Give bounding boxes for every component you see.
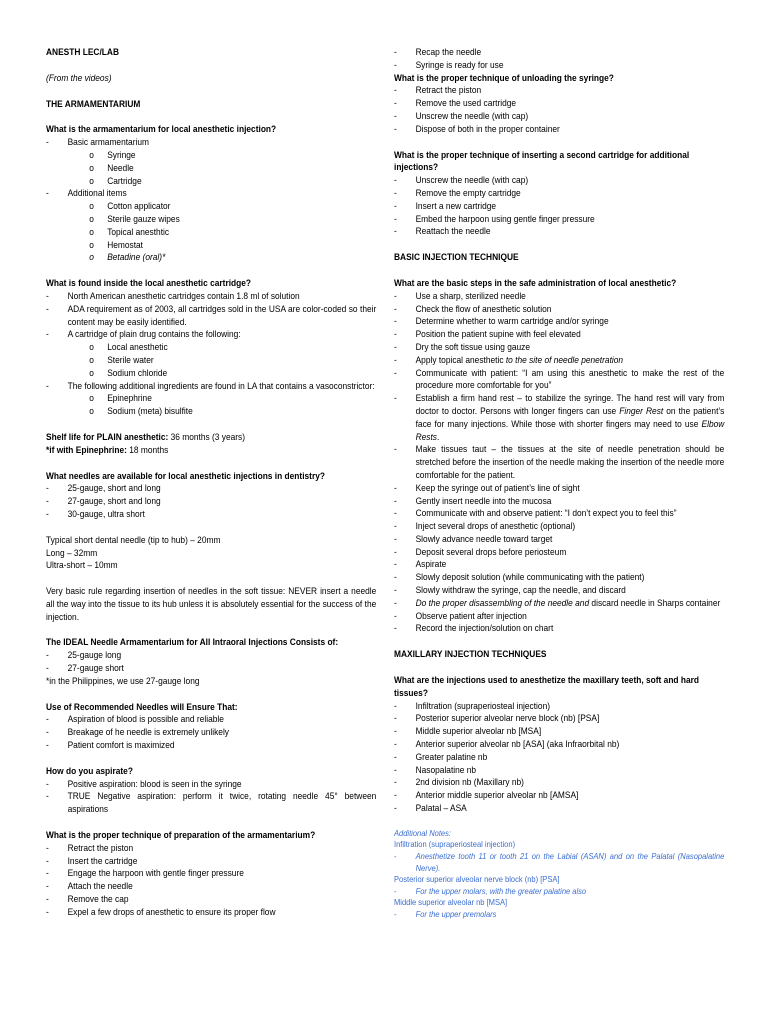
list-item: - Record the injection/solution on chart: [394, 622, 724, 635]
list-item: - For the upper premolars: [394, 909, 724, 921]
list-item: - Embed the harpoon using gentle finger pressure: [394, 213, 724, 226]
needle-length-ultra-short: Ultra-short – 10mm: [46, 560, 118, 571]
list-item: o Topical anesthtic: [89, 226, 376, 239]
list-item: - Slowly advance needle toward target: [394, 533, 724, 546]
list-item: - Make tissues taut – the tissues at the site of needle penetration should be stretched before the insertion of the needle making the insertion of the needle more comfortable for the patient.: [394, 443, 724, 481]
list-item: o Epinephrine: [89, 392, 376, 405]
notes-msa-list: [394, 909, 724, 921]
list-item: - Insert the cartridge: [46, 855, 376, 868]
cartridge-list: [46, 290, 376, 418]
document-subtitle: (From the videos): [46, 72, 112, 83]
notes-psa-heading: Posterior superior alveolar nerve block (nb) [PSA]: [394, 874, 560, 885]
list-item: - Do the proper disassembling of the needle and discard needle in Sharps container: [394, 597, 724, 610]
list-item: o Needle: [89, 162, 376, 175]
notes-infiltration-heading: Infiltration (supraperiosteal injection): [394, 839, 516, 850]
list-item: - For the upper molars, with the greater palatine also: [394, 886, 724, 898]
list-item: - Observe patient after injection: [394, 610, 724, 623]
question-preparation: What is the proper technique of preparation of the armamentarium?: [46, 830, 316, 841]
list-item: - Middle superior alveolar nb [MSA]: [394, 725, 724, 738]
list-item: - Syringe is ready for use: [394, 59, 724, 72]
unloading-list: [394, 84, 724, 135]
list-item: - Inject several drops of anesthetic (optional): [394, 520, 724, 533]
list-item: - Expel a few drops of anesthetic to ensure its proper flow: [46, 906, 376, 919]
list-item: - Basic armamentarium o Syringe o Needle o Cartridge: [46, 136, 376, 187]
list-item: - Breakage of he needle is extremely unlikely: [46, 726, 376, 739]
list-item: - Establish a firm hand rest – to stabilize the syringe. The hand rest will vary from doctor to doctor. Persons with longer fingers can use Finger Rest on the patient’s face for many injections. While those with shorter fingers may need to use Elbow Rests.: [394, 392, 724, 443]
needle-length-short: Typical short dental needle (tip to hub) – 20mm: [46, 534, 221, 545]
basic-rule-paragraph: Very basic rule regarding insertion of needles in the soft tissue: NEVER insert a needle all the way into the tissue to its hub unless it is absolutely essential for the success of the injection.: [46, 586, 377, 622]
needle-length-long: Long – 32mm: [46, 547, 98, 558]
document-title: ANESTH LEC/LAB: [46, 47, 119, 57]
notes-psa-list: [394, 886, 724, 898]
list-item: o Cartridge: [89, 175, 376, 188]
list-item: - Position the patient supine with feel elevated: [394, 328, 724, 341]
list-item: - A cartridge of plain drug contains the following: o Local anesthetic o Sterile water o Sodium chloride: [46, 328, 376, 379]
list-item: - Anterior superior alveolar nb [ASA] (aka Infraorbital nb): [394, 738, 724, 751]
list-item: - Dry the soft tissue using gauze: [394, 341, 724, 354]
notes-title: Additional Notes:: [394, 827, 451, 838]
right-column-content: [394, 46, 724, 921]
left-column-content: [46, 46, 376, 919]
list-item: o Syringe: [89, 149, 376, 162]
section-heading-armamentarium: THE ARMAMENTARIUM: [46, 98, 141, 109]
list-item: o Cotton applicator: [89, 200, 376, 213]
list-item: - Slowly deposit solution (while communicating with the patient): [394, 571, 724, 584]
basic-items-list: [68, 149, 377, 187]
needles-list: [46, 482, 376, 520]
list-item: o Sterile gauze wipes: [89, 213, 376, 226]
philippines-note: *in the Philippines, we use 27-gauge long: [46, 675, 200, 686]
list-item: - Nasopalatine nb: [394, 764, 724, 777]
question-cartridge: What is found inside the local anesthetic cartridge?: [46, 278, 252, 289]
list-item: - Remove the used cartridge: [394, 97, 724, 110]
list-item: - Use a sharp, sterilized needle: [394, 290, 724, 303]
list-item: - Aspiration of blood is possible and reliable: [46, 713, 376, 726]
list-item: - Communicate with patient: “I am using this anesthetic to make the rest of the procedure more comfortable for you”: [394, 367, 724, 393]
list-item: - Remove the cap: [46, 893, 376, 906]
list-item: - Keep the syringe out of patient’s line of sight: [394, 482, 724, 495]
armamentarium-list: [46, 136, 376, 264]
plain-drug-list: [68, 341, 377, 379]
list-item: - TRUE Negative aspiration: perform it twice, rotating needle 45° between aspirations: [46, 790, 376, 816]
list-item: - Dispose of both in the proper container: [394, 123, 724, 136]
list-item: - Attach the needle: [46, 880, 376, 893]
list-item: o Local anesthetic: [89, 341, 376, 354]
additional-items-list: [68, 200, 377, 264]
list-item: - Slowly withdraw the syringe, cap the needle, and discard: [394, 584, 724, 597]
list-item: - Insert a new cartridge: [394, 200, 724, 213]
list-item: - Communicate with and observe patient: “I don’t expect you to feel this”: [394, 507, 724, 520]
shelf-life-epinephrine: *if with Epinephrine: 18 months: [46, 444, 169, 455]
question-needles: What needles are available for local anesthetic injections in dentistry?: [46, 470, 325, 481]
ideal-needles-list: [46, 649, 376, 675]
list-item: - The following additional ingredients are found in LA that contains a vasoconstrictor: o Epinephrine o Sodium (meta) bisulfite: [46, 380, 376, 418]
question-maxillary-injections: What are the injections used to anesthetize the maxillary teeth, soft and hard tissues?: [394, 675, 700, 698]
list-item: - Infiltration (supraperiosteal injection): [394, 700, 724, 713]
shelf-life-plain: Shelf life for PLAIN anesthetic: 36 months (3 years): [46, 431, 246, 442]
list-item: - Recap the needle: [394, 46, 724, 59]
question-basic-steps: What are the basic steps in the safe administration of local anesthetic?: [394, 277, 677, 288]
list-item: - Additional items o Cotton applicator o Sterile gauze wipes o Topical anesthtic o Hemostat o Betadine (oral)*: [46, 187, 376, 264]
list-item: - Gently insert needle into the mucosa: [394, 495, 724, 508]
list-item: - Unscrew the needle (with cap): [394, 110, 724, 123]
list-item: - 25-gauge long: [46, 649, 376, 662]
vasoconstrictor-list: [68, 392, 377, 418]
list-item: - Posterior superior alveolar nerve block (nb) [PSA]: [394, 712, 724, 725]
list-item: - Engage the harpoon with gentle finger pressure: [46, 867, 376, 880]
list-item: - Retract the piston: [394, 84, 724, 97]
question-unloading: What is the proper technique of unloading the syringe?: [394, 72, 614, 83]
question-ideal-armamentarium: The IDEAL Needle Armamentarium for All Intraoral Injections Consists of:: [46, 637, 339, 648]
right-column: [394, 46, 724, 921]
question-recommended-needles: Use of Recommended Needles will Ensure That:: [46, 701, 238, 712]
question-aspirate: How do you aspirate?: [46, 765, 133, 776]
list-item: o Sodium chloride: [89, 367, 376, 380]
left-column: [46, 46, 376, 919]
list-item: - Deposit several drops before periosteum: [394, 546, 724, 559]
section-heading-maxillary: MAXILLARY INJECTION TECHNIQUES: [394, 649, 547, 660]
recommended-needles-list: [46, 713, 376, 751]
list-item: - Unscrew the needle (with cap): [394, 174, 724, 187]
list-item: - 2nd division nb (Maxillary nb): [394, 776, 724, 789]
list-item: - 27-gauge, short and long: [46, 495, 376, 508]
list-item: - Remove the empty cartridge: [394, 187, 724, 200]
notes-msa-heading: Middle superior alveolar nb [MSA]: [394, 897, 508, 908]
list-item: - Retract the piston: [46, 842, 376, 855]
list-item: o Hemostat: [89, 239, 376, 252]
list-item: - Reattach the needle: [394, 225, 724, 238]
additional-notes: [394, 828, 724, 921]
list-item: o Sodium (meta) bisulfite: [89, 405, 376, 418]
list-item: - Patient comfort is maximized: [46, 739, 376, 752]
preparation-list-continued: [394, 46, 724, 72]
list-item: o Sterile water: [89, 354, 376, 367]
list-item: - ADA requirement as of 2003, all cartridges sold in the USA are color-coded so their content may be easily identified.: [46, 303, 376, 329]
aspirate-list: [46, 778, 376, 816]
question-second-cartridge: What is the proper technique of inserting a second cartridge for additional injections?: [394, 149, 690, 173]
second-cartridge-list: [394, 174, 724, 238]
list-item: - Apply topical anesthetic to the site of needle penetration: [394, 354, 724, 367]
list-item: - Determine whether to warm cartridge and/or syringe: [394, 315, 724, 328]
list-item: - 27-gauge short: [46, 662, 376, 675]
basic-steps-list: [394, 290, 724, 636]
list-item: - Anterior middle superior alveolar nb [AMSA]: [394, 789, 724, 802]
list-item: - Anesthetize tooth 11 or tooth 21 on the Labial (ASAN) and on the Palatal (Nasopalatine Nerve).: [394, 851, 724, 874]
preparation-list: [46, 842, 376, 919]
list-item: - Aspirate: [394, 558, 724, 571]
question-armamentarium: What is the armamentarium for local anesthetic injection?: [46, 124, 277, 135]
list-item: - North American anesthetic cartridges contain 1.8 ml of solution: [46, 290, 376, 303]
list-item: - 30-gauge, ultra short: [46, 508, 376, 521]
list-item: - Greater palatine nb: [394, 751, 724, 764]
section-heading-basic-injection: BASIC INJECTION TECHNIQUE: [394, 252, 519, 263]
list-item: - Palatal – ASA: [394, 802, 724, 815]
list-item: - Check the flow of anesthetic solution: [394, 303, 724, 316]
list-item: o Betadine (oral)*: [89, 251, 376, 264]
list-item: - 25-gauge, short and long: [46, 482, 376, 495]
maxillary-injections-list: [394, 700, 724, 815]
list-item: - Positive aspiration: blood is seen in the syringe: [46, 778, 376, 791]
notes-infiltration-list: [394, 851, 724, 874]
